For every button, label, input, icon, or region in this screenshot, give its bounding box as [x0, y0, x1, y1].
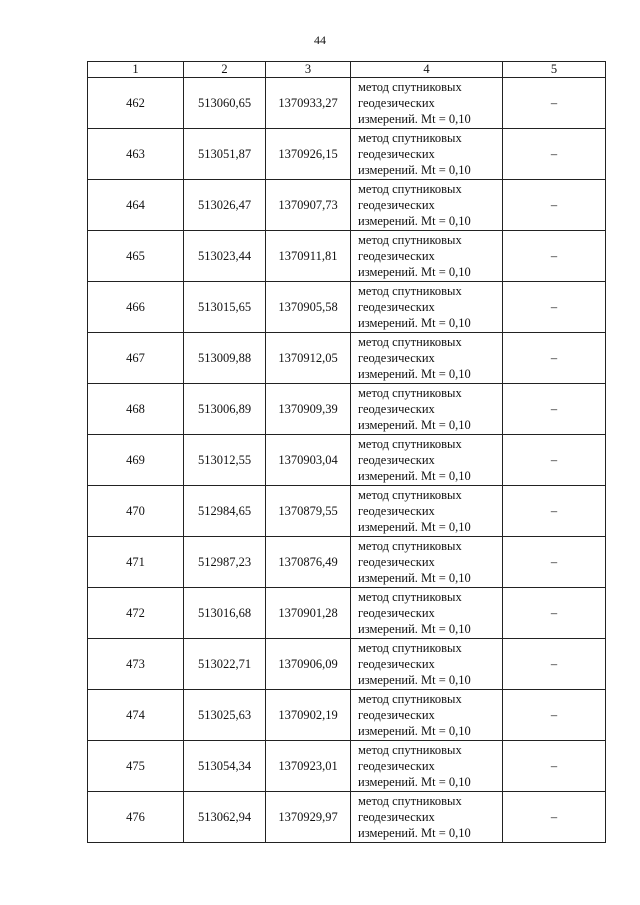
- x-coordinate-cell: 513009,88: [184, 333, 266, 384]
- method-line: метод спутниковых: [358, 233, 462, 247]
- method-cell: [351, 333, 503, 384]
- method-cell: [351, 741, 503, 792]
- description-cell: –: [503, 282, 606, 333]
- method-line: геодезических: [358, 708, 435, 722]
- x-coordinate-cell: 512987,23: [184, 537, 266, 588]
- table-row: [88, 690, 606, 741]
- y-coordinate-cell: 1370905,58: [266, 282, 351, 333]
- description-cell: –: [503, 792, 606, 843]
- description-cell: –: [503, 588, 606, 639]
- y-coordinate-cell: 1370933,27: [266, 78, 351, 129]
- point-number-cell: 470: [88, 486, 184, 537]
- description-cell: –: [503, 384, 606, 435]
- method-line: геодезических: [358, 606, 435, 620]
- table-row: [88, 741, 606, 792]
- table-row: [88, 588, 606, 639]
- x-coordinate-cell: 513060,65: [184, 78, 266, 129]
- method-line: измерений. Mt = 0,10: [358, 622, 471, 636]
- point-number-cell: 462: [88, 78, 184, 129]
- method-line: измерений. Mt = 0,10: [358, 214, 471, 228]
- table-row: [88, 282, 606, 333]
- header-row: [88, 62, 606, 78]
- table-row: [88, 384, 606, 435]
- y-coordinate-cell: 1370901,28: [266, 588, 351, 639]
- column-header: 4: [351, 62, 503, 78]
- table-row: [88, 486, 606, 537]
- x-coordinate-cell: 513051,87: [184, 129, 266, 180]
- method-line: измерений. Mt = 0,10: [358, 775, 471, 789]
- coordinates-table: [87, 61, 606, 843]
- description-cell: –: [503, 741, 606, 792]
- x-coordinate-cell: 512984,65: [184, 486, 266, 537]
- method-line: геодезических: [358, 555, 435, 569]
- method-cell: [351, 282, 503, 333]
- point-number-cell: 468: [88, 384, 184, 435]
- method-line: метод спутниковых: [358, 590, 462, 604]
- x-coordinate-cell: 513026,47: [184, 180, 266, 231]
- method-line: измерений. Mt = 0,10: [358, 418, 471, 432]
- method-line: измерений. Mt = 0,10: [358, 826, 471, 840]
- table-row: [88, 639, 606, 690]
- description-cell: –: [503, 333, 606, 384]
- point-number-cell: 471: [88, 537, 184, 588]
- description-cell: –: [503, 690, 606, 741]
- method-cell: [351, 690, 503, 741]
- method-line: геодезических: [358, 657, 435, 671]
- y-coordinate-cell: 1370879,55: [266, 486, 351, 537]
- method-line: геодезических: [358, 198, 435, 212]
- description-cell: –: [503, 639, 606, 690]
- y-coordinate-cell: 1370902,19: [266, 690, 351, 741]
- method-line: геодезических: [358, 96, 435, 110]
- description-cell: –: [503, 537, 606, 588]
- description-cell: –: [503, 231, 606, 282]
- point-number-cell: 463: [88, 129, 184, 180]
- y-coordinate-cell: 1370923,01: [266, 741, 351, 792]
- description-cell: –: [503, 435, 606, 486]
- method-cell: [351, 639, 503, 690]
- method-cell: [351, 78, 503, 129]
- point-number-cell: 465: [88, 231, 184, 282]
- point-number-cell: 469: [88, 435, 184, 486]
- description-cell: –: [503, 129, 606, 180]
- table-row: [88, 129, 606, 180]
- method-line: метод спутниковых: [358, 182, 462, 196]
- x-coordinate-cell: 513054,34: [184, 741, 266, 792]
- method-line: геодезических: [358, 504, 435, 518]
- table-row: [88, 435, 606, 486]
- column-header: 5: [503, 62, 606, 78]
- x-coordinate-cell: 513015,65: [184, 282, 266, 333]
- method-line: измерений. Mt = 0,10: [358, 520, 471, 534]
- method-line: геодезических: [358, 249, 435, 263]
- x-coordinate-cell: 513006,89: [184, 384, 266, 435]
- method-line: метод спутниковых: [358, 386, 462, 400]
- column-header: 3: [266, 62, 351, 78]
- method-cell: [351, 384, 503, 435]
- point-number-cell: 476: [88, 792, 184, 843]
- method-line: метод спутниковых: [358, 794, 462, 808]
- method-line: метод спутниковых: [358, 692, 462, 706]
- method-line: метод спутниковых: [358, 743, 462, 757]
- method-line: измерений. Mt = 0,10: [358, 163, 471, 177]
- method-line: геодезических: [358, 351, 435, 365]
- point-number-cell: 474: [88, 690, 184, 741]
- point-number-cell: 472: [88, 588, 184, 639]
- column-header: 1: [88, 62, 184, 78]
- method-line: измерений. Mt = 0,10: [358, 265, 471, 279]
- method-line: геодезических: [358, 759, 435, 773]
- table-row: [88, 333, 606, 384]
- y-coordinate-cell: 1370907,73: [266, 180, 351, 231]
- method-line: метод спутниковых: [358, 641, 462, 655]
- method-line: метод спутниковых: [358, 437, 462, 451]
- description-cell: –: [503, 180, 606, 231]
- point-number-cell: 466: [88, 282, 184, 333]
- point-number-cell: 464: [88, 180, 184, 231]
- method-cell: [351, 231, 503, 282]
- point-number-cell: 473: [88, 639, 184, 690]
- method-cell: [351, 486, 503, 537]
- method-line: геодезических: [358, 810, 435, 824]
- y-coordinate-cell: 1370906,09: [266, 639, 351, 690]
- table-row: [88, 537, 606, 588]
- method-cell: [351, 129, 503, 180]
- method-line: измерений. Mt = 0,10: [358, 724, 471, 738]
- table-row: [88, 180, 606, 231]
- method-line: измерений. Mt = 0,10: [358, 367, 471, 381]
- method-cell: [351, 537, 503, 588]
- x-coordinate-cell: 513023,44: [184, 231, 266, 282]
- method-cell: [351, 435, 503, 486]
- point-number-cell: 475: [88, 741, 184, 792]
- page-number: 44: [314, 33, 326, 47]
- method-line: геодезических: [358, 300, 435, 314]
- y-coordinate-cell: 1370912,05: [266, 333, 351, 384]
- x-coordinate-cell: 513022,71: [184, 639, 266, 690]
- table-row: [88, 231, 606, 282]
- method-line: метод спутниковых: [358, 539, 462, 553]
- method-cell: [351, 588, 503, 639]
- method-cell: [351, 792, 503, 843]
- method-line: метод спутниковых: [358, 131, 462, 145]
- method-line: измерений. Mt = 0,10: [358, 316, 471, 330]
- x-coordinate-cell: 513062,94: [184, 792, 266, 843]
- description-cell: –: [503, 486, 606, 537]
- y-coordinate-cell: 1370903,04: [266, 435, 351, 486]
- method-cell: [351, 180, 503, 231]
- method-line: геодезических: [358, 453, 435, 467]
- table-row: [88, 78, 606, 129]
- method-line: измерений. Mt = 0,10: [358, 673, 471, 687]
- method-line: измерений. Mt = 0,10: [358, 469, 471, 483]
- table-row: [88, 792, 606, 843]
- method-line: геодезических: [358, 147, 435, 161]
- method-line: метод спутниковых: [358, 80, 462, 94]
- x-coordinate-cell: 513025,63: [184, 690, 266, 741]
- method-line: метод спутниковых: [358, 284, 462, 298]
- column-header: 2: [184, 62, 266, 78]
- method-line: метод спутниковых: [358, 335, 462, 349]
- method-line: измерений. Mt = 0,10: [358, 571, 471, 585]
- y-coordinate-cell: 1370911,81: [266, 231, 351, 282]
- y-coordinate-cell: 1370876,49: [266, 537, 351, 588]
- point-number-cell: 467: [88, 333, 184, 384]
- y-coordinate-cell: 1370909,39: [266, 384, 351, 435]
- x-coordinate-cell: 513016,68: [184, 588, 266, 639]
- y-coordinate-cell: 1370929,97: [266, 792, 351, 843]
- x-coordinate-cell: 513012,55: [184, 435, 266, 486]
- description-cell: –: [503, 78, 606, 129]
- method-line: геодезических: [358, 402, 435, 416]
- method-line: измерений. Mt = 0,10: [358, 112, 471, 126]
- y-coordinate-cell: 1370926,15: [266, 129, 351, 180]
- method-line: метод спутниковых: [358, 488, 462, 502]
